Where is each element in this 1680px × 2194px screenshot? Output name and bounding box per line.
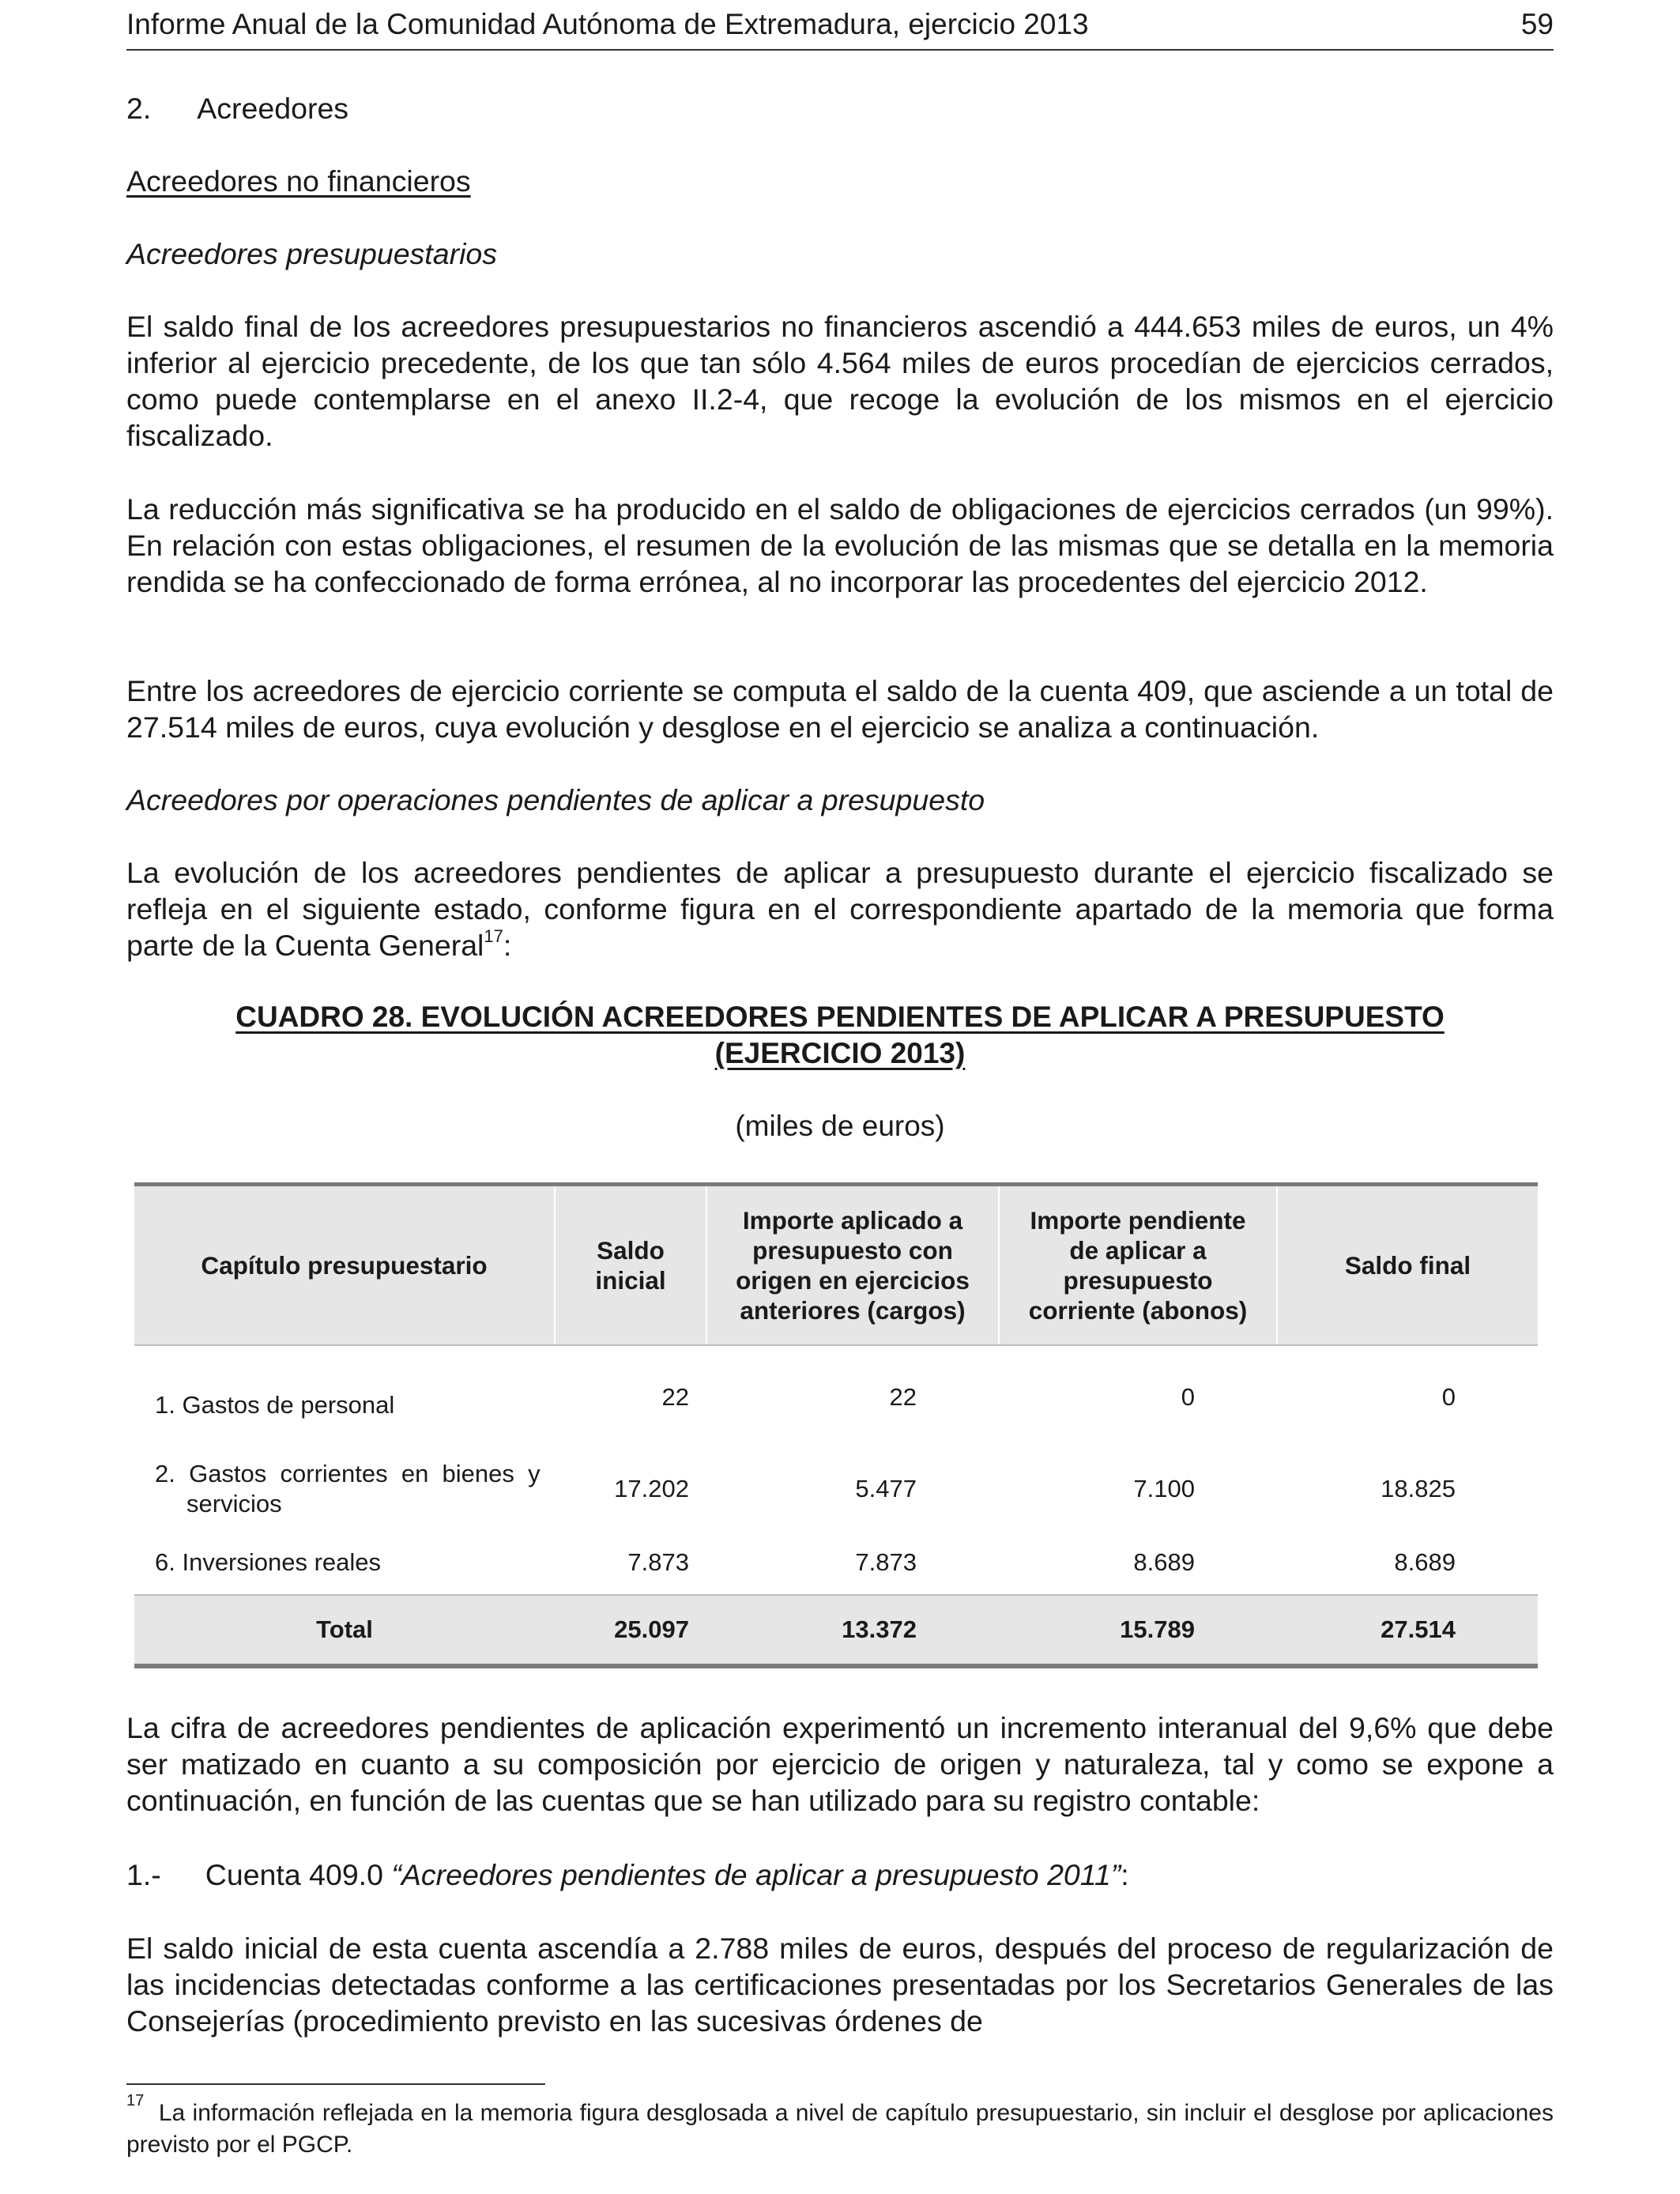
row-label-line2: servicios <box>186 1490 282 1517</box>
paragraph-1: El saldo final de los acreedores presupuestarios no financieros ascendió a 444.653 miles de euros, un 4% inferior al ejercicio precedente, de los que tan sólo 4.564 miles de euros procedían de ejercicios cerrados, como puede contemplarse en el anexo II.2-4, que recoge la evolución de los mismos en el ejercicio fiscalizado. <box>126 310 1554 452</box>
header-importe-pendiente: Importe pendiente de aplicar a presupuesto corriente (abonos) <box>999 1185 1277 1346</box>
table-row <box>134 1530 1538 1595</box>
paragraph-5: La cifra de acreedores pendientes de aplicación experimentó un incremento interanual del 9,6% que debe ser matizado en cuanto a su composición por ejercicio de origen y naturaleza, tal y como se expone a continuación, en función de las cuentas que se han utilizado para su registro contable: <box>126 1711 1554 1817</box>
header-capitulo: Capítulo presupuestario <box>134 1185 555 1346</box>
paragraph-6 <box>126 1857 1129 1893</box>
cell-saldo-final: 0 <box>1441 1382 1456 1411</box>
table-cuadro-28 <box>134 1182 1538 1668</box>
footnote <box>126 2092 1554 2161</box>
paragraph-4-text: La evolución de los acreedores pendientes de aplicar a presupuesto durante el ejercicio fiscalizado se refleja en el siguiente estado, conforme figura en el correspondiente apartado de la memoria que forma parte de la Cuenta General <box>126 856 1554 962</box>
subheading-no-financieros: Acreedores no financieros <box>126 164 471 198</box>
table-title-line2: (EJERCICIO 2013) <box>714 1037 966 1069</box>
item-end: : <box>1121 1858 1129 1891</box>
footnote-text: La información reflejada en la memoria figura desglosada a nivel de capítulo presupuestario, sin incluir el desglose por aplicaciones previsto por el PGCP. <box>126 2100 1554 2158</box>
section-title: Acreedores <box>197 92 349 125</box>
row-label <box>134 1448 555 1530</box>
subheading-pendientes: Acreedores por operaciones pendientes de aplicar a presupuesto <box>126 783 985 816</box>
table-row <box>134 1448 1538 1530</box>
cell-saldo-inicial: 7.873 <box>627 1547 689 1576</box>
section-heading <box>126 90 348 126</box>
table-header-row <box>134 1185 1538 1346</box>
paragraph-4-end: : <box>503 929 512 962</box>
paragraph-7-text: El saldo inicial de esta cuenta ascendía a 2.788 miles de euros, después del proceso de regularización de las incidencias detectadas conforme a las certificaciones presentadas por los Secretarios Generales de las Consejerías (procedimiento previsto en las sucesivas órdenes de <box>126 1932 1554 2038</box>
total-saldo-final: 27.514 <box>1277 1595 1538 1666</box>
item-number: 1.- <box>126 1858 161 1891</box>
cell-saldo-final: 18.825 <box>1381 1475 1456 1502</box>
paragraph-7 <box>126 1930 1554 2039</box>
subheading-presupuestarios: Acreedores presupuestarios <box>126 237 498 270</box>
paragraph-4 <box>126 854 1554 963</box>
cell-pendiente: 8.689 <box>1133 1547 1195 1576</box>
table-total-row <box>134 1595 1538 1666</box>
header-title: Informe Anual de la Comunidad Autónoma de Extremadura, ejercicio 2013 <box>126 8 1089 40</box>
paragraph-2: La reducción más significativa se ha producido en el saldo de obligaciones de ejercicios cerrados (un 99%). En relación con estas obligaciones, el resumen de la evolución de las mismas que se detalla en la memoria rendida se ha confeccionado de forma errónea, al no incorporar las procedentes del ejercicio 2012. <box>126 492 1554 598</box>
cell-pendiente: 0 <box>1181 1382 1195 1411</box>
row-label: 1. Gastos de personal <box>155 1391 395 1419</box>
table-title-line1: CUADRO 28. EVOLUCIÓN ACREEDORES PENDIENTES DE APLICAR A PRESUPUESTO <box>235 1001 1445 1033</box>
cell-aplicado: 7.873 <box>855 1547 917 1576</box>
item-account-name: “Acreedores pendientes de aplicar a presupuesto 2011” <box>391 1858 1121 1891</box>
cell-saldo-inicial: 22 <box>661 1382 689 1411</box>
table-units: (miles de euros) <box>735 1110 945 1142</box>
cell-saldo-inicial: 17.202 <box>614 1475 689 1502</box>
footnote-number: 17 <box>126 2092 145 2109</box>
page-header <box>126 8 1554 51</box>
table-row <box>134 1345 1538 1448</box>
page-number: 59 <box>1520 8 1554 40</box>
row-label: 6. Inversiones reales <box>155 1547 382 1576</box>
table-title <box>126 999 1554 1072</box>
cell-aplicado: 22 <box>889 1382 917 1411</box>
header-importe-aplicado: Importe aplicado a presupuesto con origen en ejercicios anteriores (cargos) <box>706 1185 999 1346</box>
cell-aplicado: 5.477 <box>855 1475 917 1502</box>
paragraph-3: Entre los acreedores de ejercicio corriente se computa el saldo de la cuenta 409, que asciende a un total de 27.514 miles de euros, cuya evolución y desglose en el ejercicio se analiza a continuación. <box>126 674 1554 744</box>
total-pendiente: 15.789 <box>999 1595 1277 1666</box>
item-lead: Cuenta 409.0 <box>205 1858 392 1891</box>
section-number: 2. <box>126 92 152 125</box>
cell-pendiente: 7.100 <box>1133 1475 1195 1502</box>
total-saldo-inicial: 25.097 <box>555 1595 706 1666</box>
header-saldo-final: Saldo final <box>1277 1185 1538 1346</box>
total-aplicado: 13.372 <box>706 1595 999 1666</box>
row-label-line1: 2. Gastos corrientes en bienes y <box>155 1460 541 1487</box>
footnote-ref: 17 <box>484 925 503 946</box>
cell-saldo-final: 8.689 <box>1394 1547 1456 1576</box>
header-saldo-inicial: Saldo inicial <box>555 1185 706 1346</box>
footnote-separator <box>126 2083 545 2085</box>
total-label: Total <box>134 1595 555 1666</box>
